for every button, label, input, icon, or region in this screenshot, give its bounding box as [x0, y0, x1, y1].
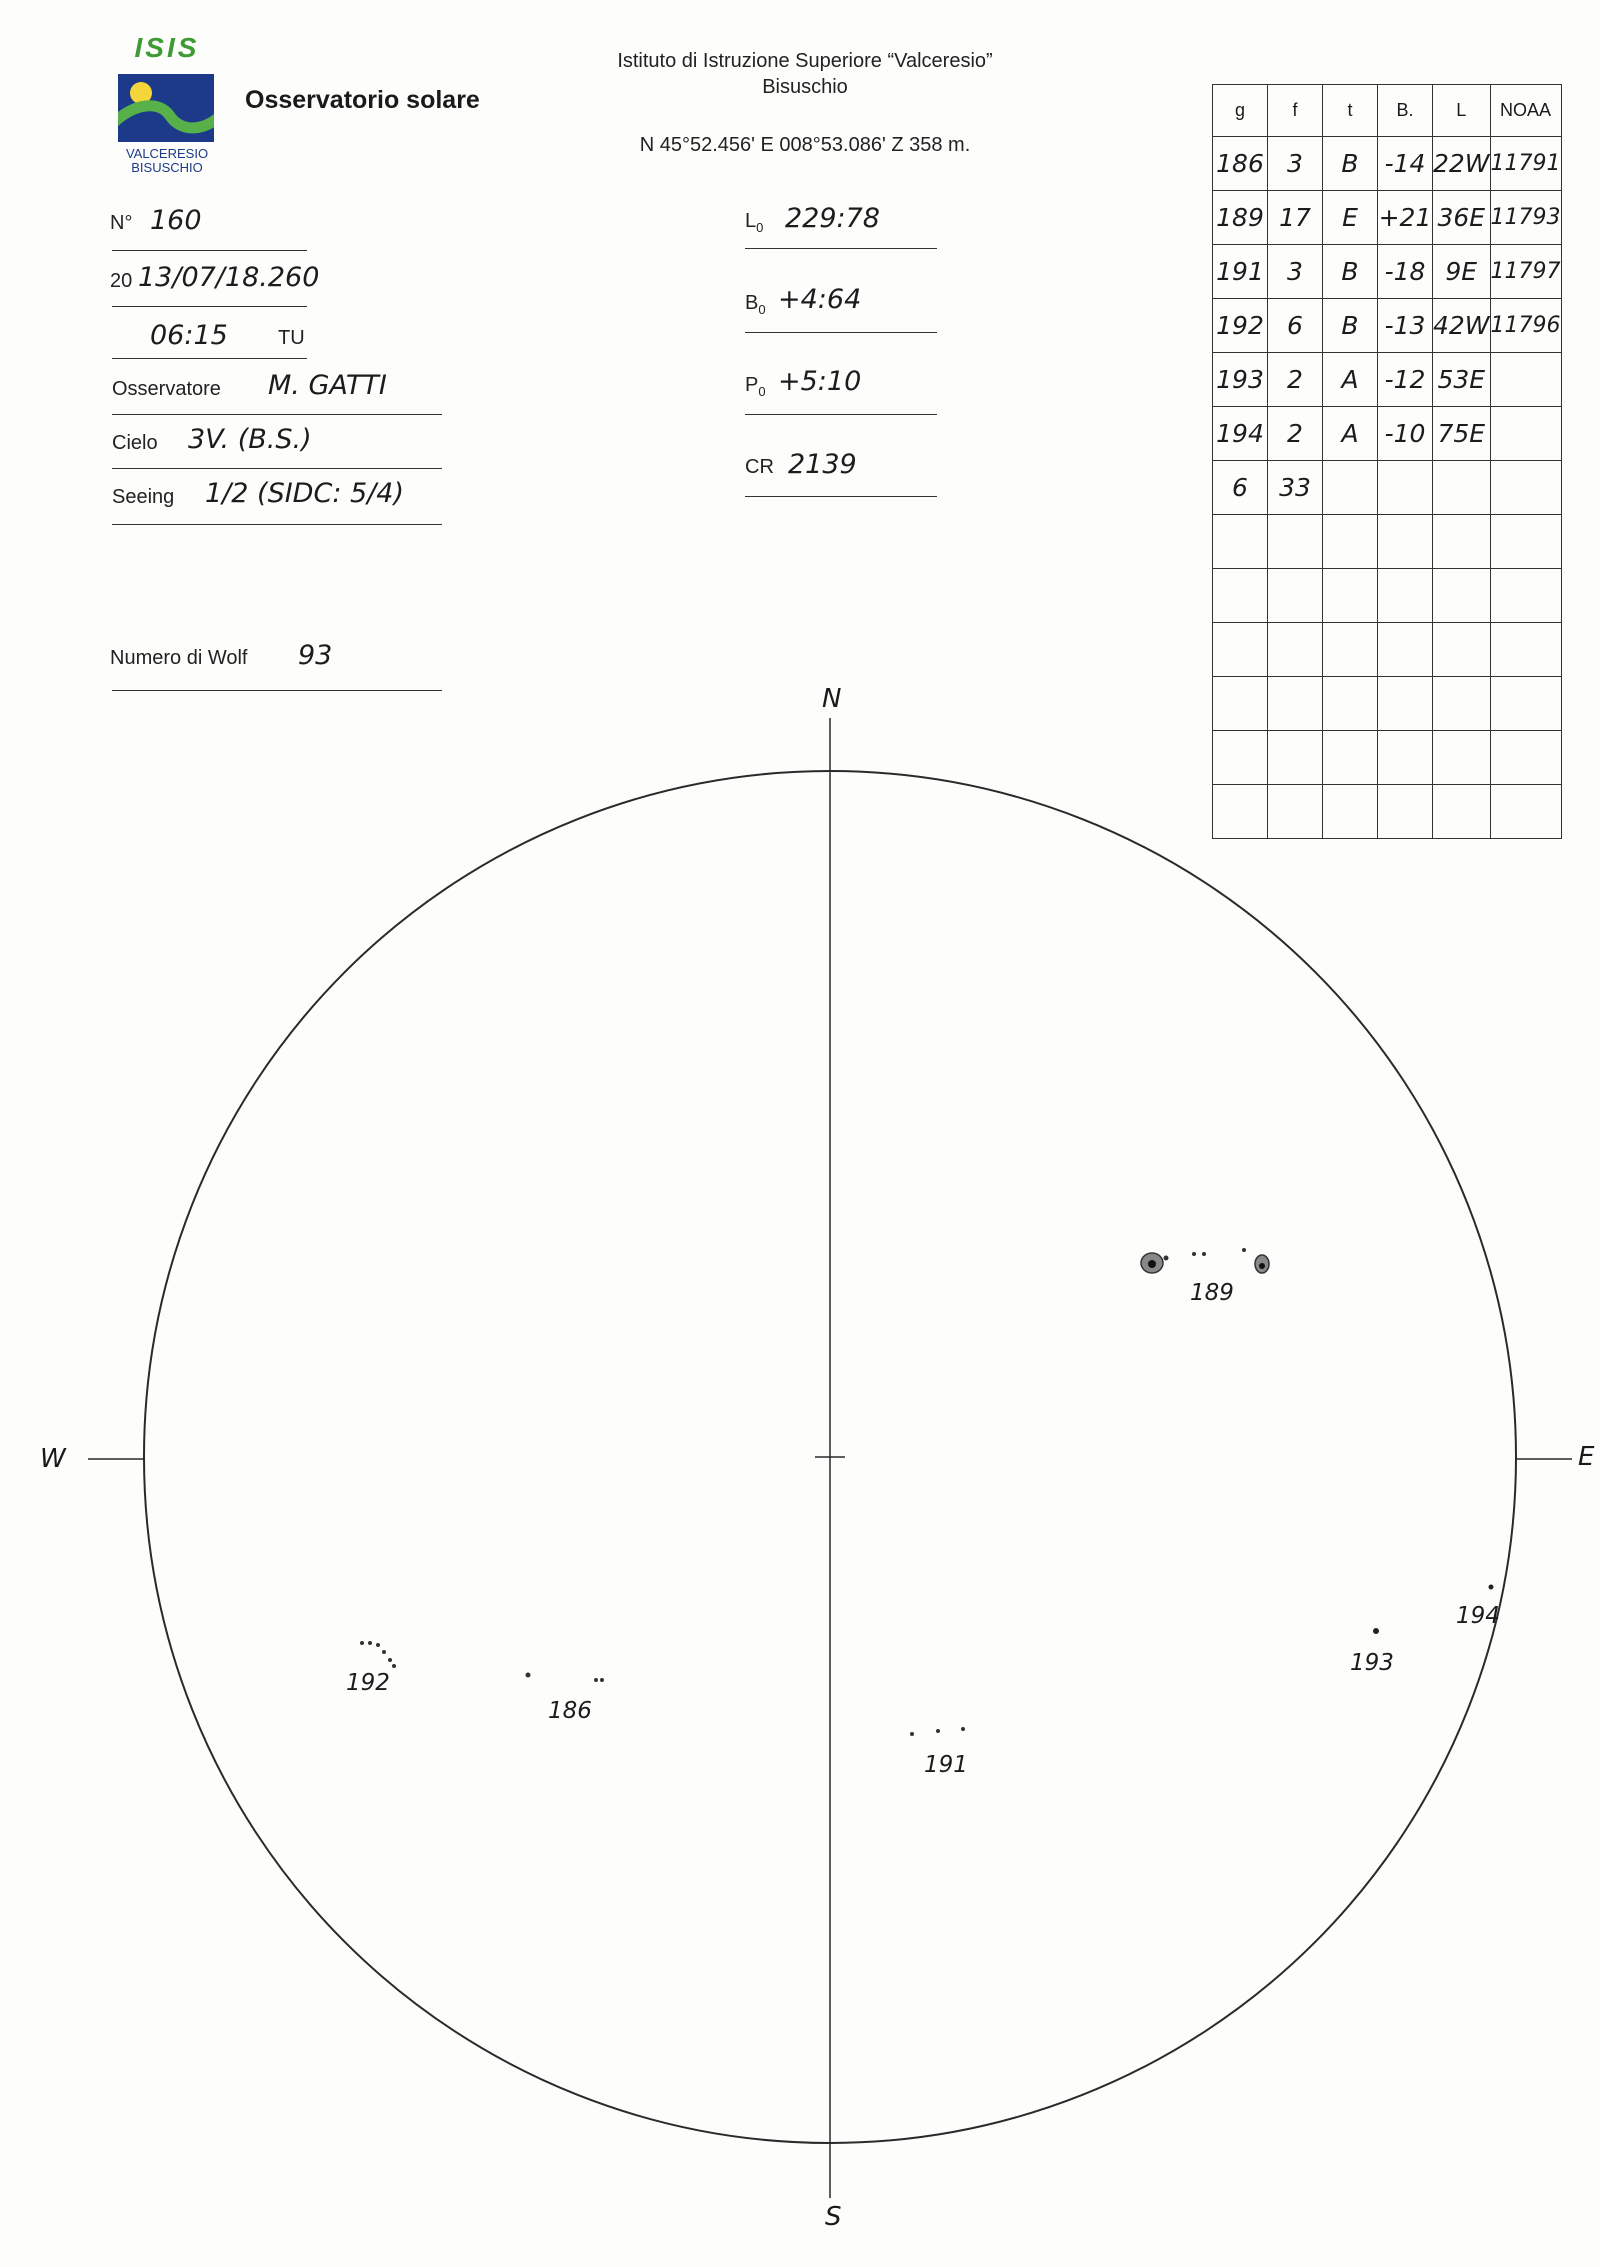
table-header-cell: t [1323, 85, 1378, 137]
table-cell: 53E [1433, 353, 1491, 407]
time-value: 06:15 [150, 320, 228, 351]
sunspot-pore [1242, 1248, 1246, 1252]
observer-value: M. GATTI [268, 370, 387, 401]
table-cell: 6 [1213, 461, 1268, 515]
table-cell: 11793 [1490, 191, 1561, 245]
table-cell: 186 [1213, 137, 1268, 191]
sunspot-pore [388, 1658, 392, 1662]
institute-name: Istituto di Istruzione Superiore “Valceresio” [617, 50, 993, 72]
sunspot-pore [600, 1678, 604, 1682]
group-label-191: 191 [924, 1752, 968, 1778]
table-cell: 2 [1268, 353, 1323, 407]
observatory-coordinates: N 45°52.456' E 008°53.086' Z 358 m. [639, 134, 971, 156]
table-cell: -13 [1378, 299, 1433, 353]
sunspot-pore [936, 1729, 940, 1733]
sunspot-pore [594, 1678, 598, 1682]
table-cell: -18 [1378, 245, 1433, 299]
logo-subtitle-1: VALCERESIO [125, 146, 209, 161]
seeing-label: Seeing [112, 486, 175, 508]
sunspot-pore [392, 1664, 396, 1668]
table-cell: 189 [1213, 191, 1268, 245]
observer-label: Osservatore [112, 378, 221, 400]
table-cell: 2 [1268, 407, 1323, 461]
table-cell: 42W [1433, 299, 1491, 353]
sunspot-pore [961, 1727, 965, 1731]
institute-town: Bisuschio [762, 76, 848, 98]
east-label: E [1578, 1442, 1595, 1472]
table-cell: 192 [1213, 299, 1268, 353]
l0-label: $L_0$ [745, 210, 764, 235]
sunspot-pore [526, 1673, 531, 1678]
table-header-cell: NOAA [1490, 85, 1561, 137]
sky-label: Cielo [112, 432, 158, 454]
table-cell: 11797 [1490, 245, 1561, 299]
sunspot-pore [360, 1641, 364, 1645]
wolf-label: Numero di Wolf [110, 647, 248, 669]
table-cell: 11791 [1490, 137, 1561, 191]
sunspot-pore [910, 1732, 914, 1736]
b0-label: $B_0$ [745, 292, 766, 317]
page-title: Osservatorio solare [245, 86, 480, 114]
sunspot-pore [382, 1650, 386, 1654]
sunspot-pore [368, 1641, 372, 1645]
table-cell: 22W [1433, 137, 1491, 191]
group-label-189: 189 [1190, 1280, 1234, 1306]
sunspot-group-186 [526, 1673, 605, 1683]
logo-wordmark: ISIS [134, 32, 200, 63]
table-cell: B [1323, 299, 1378, 353]
table-header-cell: g [1213, 85, 1268, 137]
group-label-194: 194 [1456, 1603, 1500, 1629]
sunspot-pore [1202, 1252, 1206, 1256]
sunspot-pore [1164, 1256, 1169, 1261]
group-label-186: 186 [548, 1698, 592, 1724]
table-cell: 3 [1268, 245, 1323, 299]
seeing-value: 1/2 (SIDC: 5/4) [205, 478, 404, 509]
sunspot-group-193 [1373, 1628, 1379, 1634]
table-header-cell: B. [1378, 85, 1433, 137]
table-cell: 17 [1268, 191, 1323, 245]
sunspot-umbra [1259, 1263, 1265, 1269]
table-cell: 75E [1433, 407, 1491, 461]
table-cell: 33 [1268, 461, 1323, 515]
sunspot-umbra [1148, 1260, 1156, 1268]
table-cell: -12 [1378, 353, 1433, 407]
table-header-cell: L [1433, 85, 1491, 137]
table-cell: B [1323, 137, 1378, 191]
cr-label: CR [745, 456, 774, 478]
table-cell: 11796 [1490, 299, 1561, 353]
table-cell: E [1323, 191, 1378, 245]
cr-value: 2139 [788, 449, 857, 480]
b0-value: +4:64 [778, 284, 862, 315]
table-header-cell: f [1268, 85, 1323, 137]
sunspot-pore [1373, 1628, 1379, 1634]
table-cell: 191 [1213, 245, 1268, 299]
logo-subtitle-2: BISUSCHIO [131, 160, 203, 175]
table-cell: 193 [1213, 353, 1268, 407]
table-cell: +21 [1378, 191, 1433, 245]
sky-value: 3V. (B.S.) [188, 424, 312, 455]
sunspot-group-189 [1141, 1248, 1269, 1273]
number-label: N° [110, 212, 133, 234]
sunspot-group-192 [360, 1641, 396, 1668]
time-unit: TU [278, 327, 305, 349]
group-label-192: 192 [346, 1670, 390, 1696]
table-cell: 9E [1433, 245, 1491, 299]
south-label: S [825, 2202, 842, 2232]
sunspot-group-194 [1489, 1585, 1494, 1590]
table-cell: 3 [1268, 137, 1323, 191]
table-cell: -14 [1378, 137, 1433, 191]
table-cell: 194 [1213, 407, 1268, 461]
number-value: 160 [150, 205, 202, 236]
p0-value: +5:10 [778, 366, 862, 397]
wolf-value: 93 [298, 640, 333, 671]
table-cell: B [1323, 245, 1378, 299]
table-cell: A [1323, 353, 1378, 407]
west-label: W [40, 1444, 66, 1474]
table-cell: A [1323, 407, 1378, 461]
group-label-193: 193 [1350, 1650, 1394, 1676]
north-label: N [822, 684, 842, 714]
table-cell: 36E [1433, 191, 1491, 245]
table-cell: -10 [1378, 407, 1433, 461]
l0-value: 229:78 [785, 203, 880, 234]
date-prefix: 20 [110, 270, 133, 292]
date-value: 13/07/18.260 [138, 262, 320, 293]
p0-label: $P_0$ [745, 374, 766, 399]
sunspot-pore [376, 1643, 380, 1647]
sunspot-pore [1192, 1252, 1196, 1256]
sunspot-pore [1489, 1585, 1494, 1590]
sunspot-group-191 [910, 1727, 965, 1736]
table-cell: 6 [1268, 299, 1323, 353]
